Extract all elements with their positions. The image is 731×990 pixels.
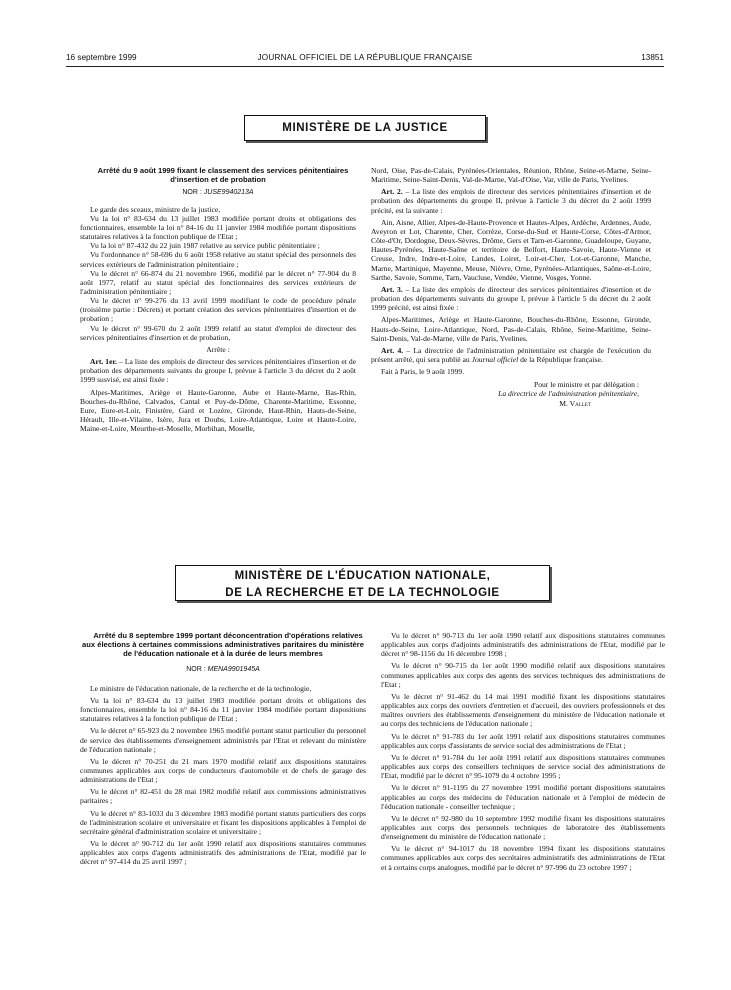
- header-rule: [66, 66, 664, 67]
- justice-nor-code: JUSE9940213A: [203, 189, 254, 197]
- education-para: Vu le décret n° 83-1033 du 3 décembre 1983 modifié portant statuts particuliers des corps de l'administration scolaire et universitaire et fixant les dispositions applicables à l'emploi de secrétaire général d'administration scolaire et universitaire ;: [80, 808, 366, 836]
- education-para: Le ministre de l'éducation nationale, de la recherche et de la technologie,: [90, 683, 312, 693]
- page-number: 13851: [641, 53, 664, 62]
- education-para: Vu le décret n° 65-923 du 2 novembre 1965 modifié portant statut particulier du personnel de service des établissements d'enseignement administrés par l'Etat et relevant du ministère de l'éducation nationale ;: [80, 726, 366, 754]
- education-para: Vu le décret n° 91-1195 du 27 novembre 1991 modifié portant dispositions statutaires applicables au corps des médecins de l'éducation nationale et à l'emploi de médecin de l'éducation nationale - conseiller technique ;: [381, 783, 665, 811]
- justice-article-1: Art. 1er. – La liste des emplois de directeur des services pénitentiaires d'insertion et de probation des départements suivants du groupe I, prévue à l'article 3 du décret du 2 août 1999 susvisé, est ainsi fixée :: [80, 357, 356, 385]
- justice-para: Le garde des sceaux, ministre de la justice,: [90, 204, 221, 214]
- justice-fait: Fait à Paris, le 9 août 1999.: [381, 367, 465, 377]
- education-para: Vu le décret n° 90-713 du 1er août 1990 relatif aux dispositions statutaires communes applicables aux corps d'adjoints administratifs des administrations de l'Etat, modifié par le décret n° 98-1156 du 16 décembre 1998 ;: [381, 631, 665, 659]
- education-para: Vu le décret n° 70-251 du 21 mars 1970 modifié relatif aux dispositions statutaires communes applicables aux corps de conducteurs d'automobile et de chefs de garage des administrations de l'Etat ;: [80, 756, 366, 785]
- justice-article-4: Art. 4. – La directrice de l'administration pénitentiaire est chargée de l'exécution du présent arrêté, qui sera publié au Journal officiel de la République française.: [371, 345, 651, 364]
- education-para: Vu le décret n° 91-462 du 14 mai 1991 modifié fixant les dispositions statutaires applicables aux corps des ouvriers d'entretien et d'accueil, des ouvriers professionnels et des maîtres ouvriers des établissements d'enseignement du ministère de l'éducation nationale et au corps des techniciens de l'éducation nationale ;: [381, 691, 665, 729]
- education-decree-title: Arrêté du 8 septembre 1999 portant déconcentration d'opérations relatives aux élections à certaines commissions administratives paritaires du ministère de l'éducation nationale et à la durée de leurs membres: [82, 631, 364, 659]
- justice-para: Vu la loi n° 87-432 du 22 juin 1987 relative au service public pénitentiaire ;: [90, 241, 320, 251]
- issue-date: 16 septembre 1999: [66, 53, 137, 62]
- education-para: Vu le décret n° 94-1017 du 18 novembre 1994 fixant les dispositions statutaires communes applicables aux corps des secrétaires administratifs des administrations de l'Etat et à certains corps analogues, modifié par le décret n° 97-996 du 23 octobre 1997 ;: [381, 844, 665, 872]
- education-right-column: [381, 631, 665, 872]
- justice-right-column: [371, 166, 651, 408]
- education-para: Vu la loi n° 83-634 du 13 juillet 1983 modifiée portant droits et obligations des fonctionnaires, ensemble la loi n° 84-16 du 11 janvier 1984 modifiée portant dispositions statutaires relatives à la fonction publique de l'Etat ;: [80, 695, 366, 724]
- justice-para: Vu le décret n° 99-670 du 2 août 1999 relatif au statut d'emploi de directeur des services pénitentiaires d'insertion et de probation,: [80, 323, 356, 342]
- education-nor: NOR : MENA9901945A: [186, 665, 260, 673]
- justice-article-1-list: Alpes-Maritimes, Ariège et Haute-Garonne, Aube et Haute-Marne, Bas-Rhin, Bouches-du-Rhône, Calvados, Cantal et Puy-de-Dôme, Charente-Maritime, Essonne, Eure, Eure-et-Loir, Finistère, Gard et Lozère, Gironde, Haut-Rhin, Hauts-de-Seine, Hérault, Ille-et-Vilaine, Isère, Jura et Doubs, Loire-Atlantique, Loire et Haute-Loire, Maine-et-Loire, Meurthe-et-Moselle, Morbihan, Moselle,: [80, 387, 356, 434]
- justice-left-column: [80, 166, 356, 433]
- education-para: Vu le décret n° 91-784 du 1er août 1991 relatif aux dispositions statutaires communes applicables aux corps des conseillers techniques de service social des administrations de l'Etat, modifié par le décret n° 95-1079 du 4 octobre 1995 ;: [381, 752, 665, 781]
- education-para: Vu le décret n° 91-783 du 1er août 1991 relatif aux dispositions statutaires communes applicables aux corps d'assistants de service social des administrations de l'Etat ;: [381, 731, 665, 750]
- ministry-justice-box: [244, 115, 486, 141]
- justice-nor: NOR : JUSE9940213A: [182, 189, 254, 197]
- justice-para: Vu la loi n° 83-634 du 13 juillet 1983 modifiée portant droits et obligations des fonctionnaires, ensemble la loi n° 84-16 du 11 janvier 1984 modifiée portant dispositions statutaires relatives à la fonction publique de l'Etat ;: [80, 213, 356, 242]
- justice-decree-title: Arrêté du 9 août 1999 fixant le classement des services pénitentiaires d'insertion et de probation: [97, 166, 349, 185]
- justice-signature-name: M. Vallet: [559, 398, 591, 408]
- education-left-column: [80, 631, 366, 867]
- justice-article-3-list: Alpes-Maritimes, Ariège et Haute-Garonne, Bouches-du-Rhône, Essonne, Gironde, Hauts-de-Seine, Loire-Atlantique, Nord, Pas-de-Calais, Rhône, Seine-Maritime, Seine-Saint-Denis, Val-de-Marne, ville de Paris, Yvelines.: [371, 315, 651, 343]
- justice-para: Vu le décret n° 66-874 du 21 novembre 1966, modifié par le décret n° 77-904 du 8 août 1977, relatif au statut spécial des fonctionnaires des services extérieurs de l'administration pénitentiaire ;: [80, 268, 356, 296]
- education-para: Vu le décret n° 90-712 du 1er août 1990 relatif aux dispositions statutaires communes applicables aux corps d'agents administratifs des administrations de l'Etat, modifié par le décret n° 97-414 du 25 avril 1997 ;: [80, 839, 366, 867]
- education-nor-code: MENA9901945A: [207, 665, 260, 673]
- justice-article-2-list: Ain, Aisne, Allier, Alpes-de-Haute-Provence et Hautes-Alpes, Ardèche, Ardennes, Aude, Aveyron et Lot, Charente, Cher, Corrèze, Corse-du-Sud et Haute-Corse, Côtes-d'Armor, Côte-d'Or, Dordogne, Deux-Sèvres, Drôme, Gers et Tarn-et-Garonne, Guadeloupe, Guyane, Hautes-Pyrénées, Haute-Saône et territoire de Belfort, Haute-Savoie, Haute-Vienne et Creuse, Indre, Indre-et-Loire, Landes, Loiret, Loir-et-Cher, Lot-et-Garonne, Manche, Marne, Martinique, Mayenne, Meuse, Nièvre, Orne, Pyrénées-Atlantiques, Saône-et-Loire, Sarthe, Savoie, Somme, Tarn, Vaucluse, Vendée, Vienne, Vosges, Yonne.: [371, 217, 651, 282]
- justice-signature-delegation: Pour le ministre et par délégation :: [533, 380, 639, 390]
- ministry-justice-title: MINISTÈRE DE LA JUSTICE: [282, 122, 448, 134]
- justice-arrete: Arrête :: [206, 344, 230, 354]
- education-para: Vu le décret n° 90-715 du 1er août 1990 modifié relatif aux dispositions statutaires communes applicables aux corps des agents des services techniques des administrations de l'Etat ;: [381, 661, 665, 689]
- journal-name: JOURNAL OFFICIEL DE LA RÉPUBLIQUE FRANÇAISE: [257, 53, 473, 62]
- ministry-education-title-line2: DE LA RECHERCHE ET DE LA TECHNOLOGIE: [225, 587, 500, 599]
- justice-article-3: Art. 3. – La liste des emplois de directeur des services pénitentiaires d'insertion et de probation des départements suivants du groupe I, prévue à l'article 5 du décret du 2 août 1999 précité, est ainsi fixée :: [371, 284, 651, 313]
- education-para: Vu le décret n° 82-451 du 28 mai 1982 modifié relatif aux commissions administratives paritaires ;: [80, 787, 366, 806]
- justice-signature-role: La directrice de l'administration pénitentiaire,: [498, 389, 639, 399]
- justice-para: Vu le décret n° 99-276 du 13 avril 1999 modifiant le code de procédure pénale (troisième partie : Décrets) et portant création des services pénitentiaires d'insertion et de probation ;: [80, 296, 356, 324]
- running-header: [66, 53, 664, 65]
- justice-list-continued: Nord, Oise, Pas-de-Calais, Pyrénées-Orientales, Réunion, Rhône, Seine-et-Marne, Seine-Maritime, Seine-Saint-Denis, Val-de-Marne, Val-d'Oise, Var, ville de Paris, Yvelines.: [371, 166, 651, 185]
- justice-para: Vu l'ordonnance n° 58-696 du 6 août 1958 relative au statut spécial des personnels des services extérieurs de l'administration pénitentiaire ;: [80, 250, 356, 269]
- ministry-education-title-line1: MINISTÈRE DE L'ÉDUCATION NATIONALE,: [234, 570, 491, 582]
- justice-article-2: Art. 2. – La liste des emplois de directeur des services pénitentiaires d'insertion et de probation des départements du groupe II, prévue à l'article 3 du décret du 2 août 1999 précité, est la suivante :: [371, 187, 651, 215]
- ministry-education-box: [175, 565, 550, 601]
- education-para: Vu le décret n° 92-980 du 10 septembre 1992 modifié fixant les dispositions statutaires applicables aux corps des personnels techniques de laboratoire des établissements d'enseignement du ministère de l'éducation nationale ;: [381, 813, 665, 842]
